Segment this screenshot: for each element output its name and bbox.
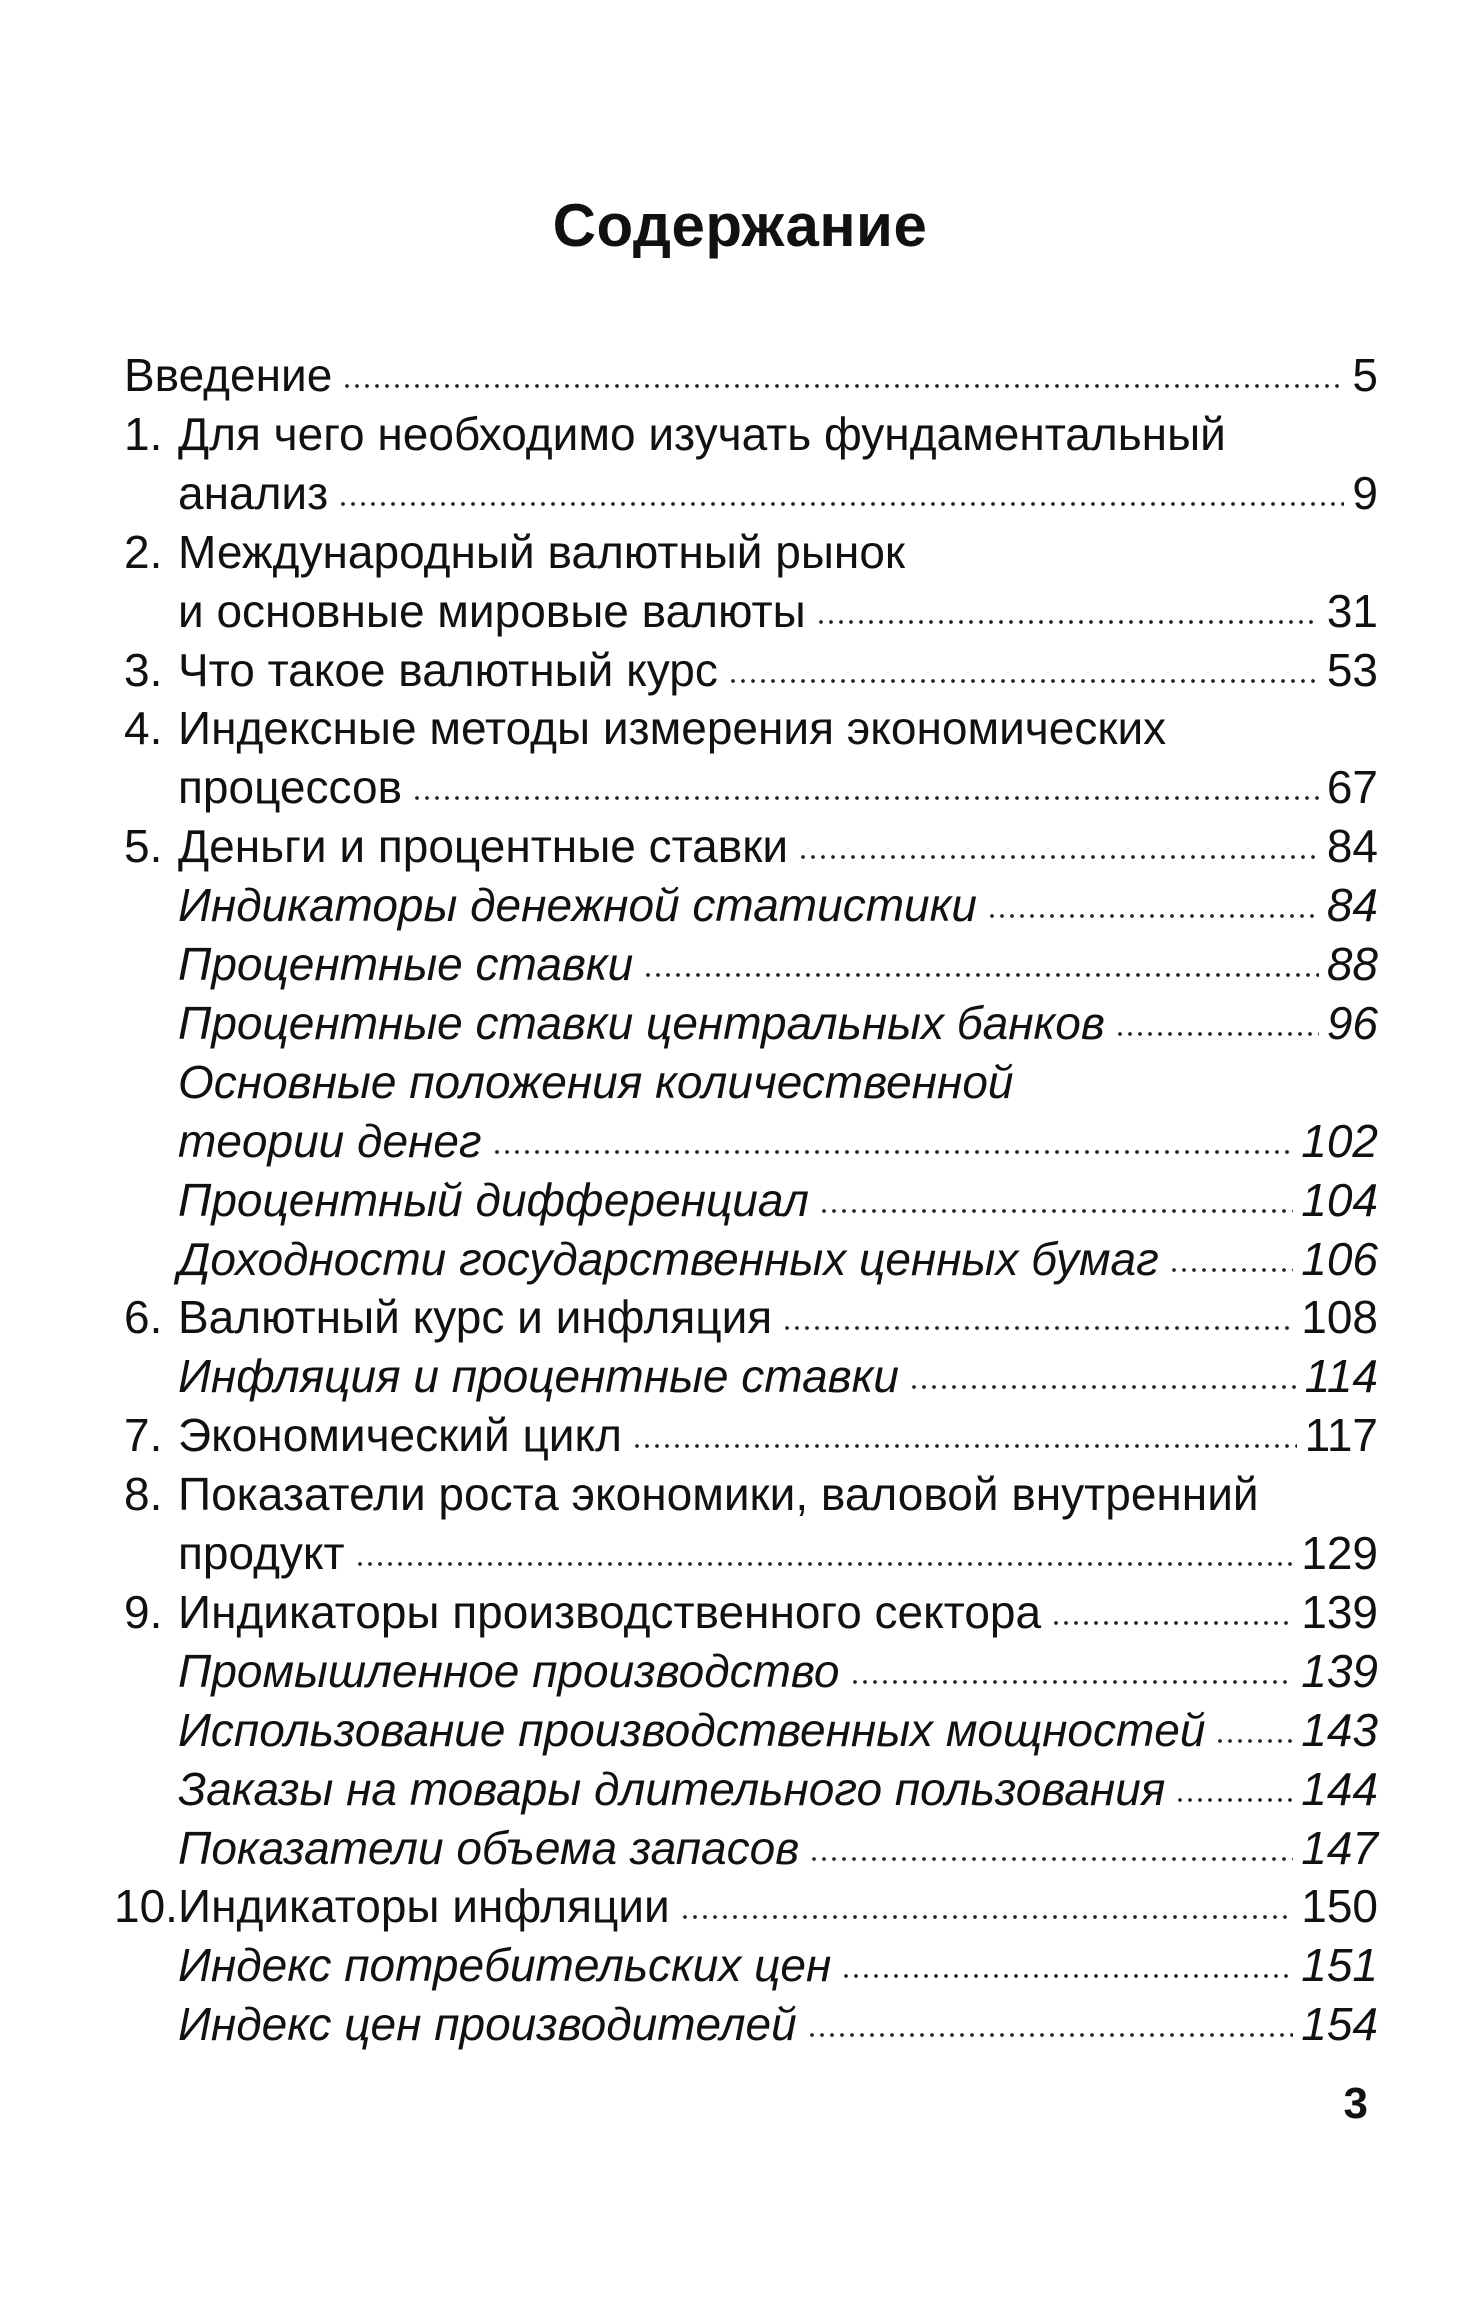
page-title: Содержание	[552, 192, 928, 259]
toc-entry-title: Доходности государственных ценных бумаг	[178, 1232, 1159, 1285]
toc-entry-page: 84	[1326, 820, 1378, 873]
toc-entry-number: 4.	[124, 702, 163, 755]
toc-dot-leader	[412, 794, 1319, 802]
toc-entry-title: Экономический цикл	[178, 1409, 622, 1462]
toc-entry-page: 154	[1301, 1998, 1378, 2051]
toc-entry-number: 8.	[124, 1468, 163, 1521]
toc-entry-page: 5	[1352, 349, 1378, 401]
toc-dot-leader	[1175, 1796, 1293, 1804]
toc-entry	[178, 1642, 1378, 1700]
toc-entry-page: 102	[1301, 1114, 1378, 1167]
toc-entry-title: Основные положения количественной	[178, 1055, 1014, 1108]
toc-entry-page: 104	[1301, 1173, 1378, 1226]
toc-entry	[124, 1288, 1378, 1346]
toc-entry	[124, 1406, 1378, 1464]
toc-entry	[178, 1524, 1378, 1582]
toc-dot-leader	[1169, 1266, 1293, 1274]
toc-entry-number: 3.	[124, 643, 163, 696]
toc-entry	[178, 994, 1378, 1052]
toc-dot-leader	[987, 912, 1319, 920]
toc-entry-title: Процентные ставки центральных банков	[178, 996, 1105, 1049]
toc-entry-page: 114	[1304, 1350, 1378, 1403]
toc-entry-page: 150	[1301, 1880, 1378, 1933]
toc-entry	[178, 1053, 1013, 1111]
toc-entry	[178, 1171, 1378, 1229]
toc-entry-title: Для чего необходимо изучать фундаментальный	[178, 407, 1226, 460]
toc-dot-leader	[1215, 1737, 1293, 1745]
toc-entry	[178, 758, 1378, 816]
toc-entry-page: 143	[1301, 1703, 1378, 1756]
toc-entry-page: 147	[1301, 1821, 1378, 1874]
toc-entry-page: 67	[1326, 761, 1378, 814]
toc-entry-page: 88	[1326, 938, 1378, 990]
toc-entry-title: продукт	[178, 1527, 345, 1579]
toc-entry-title: и основные мировые валюты	[178, 584, 806, 637]
toc-entry	[124, 641, 1378, 699]
toc-entry	[124, 405, 1226, 463]
toc-entry-title: Международный валютный рынок	[178, 525, 906, 578]
toc-entry	[114, 1877, 1378, 1935]
toc-entry-page: 96	[1326, 996, 1378, 1049]
toc-entry-number: 9.	[124, 1585, 163, 1638]
toc-entry	[178, 1995, 1378, 2053]
toc-entry	[178, 876, 1378, 934]
toc-entry	[178, 935, 1378, 993]
toc-entry	[124, 346, 1378, 404]
toc-entry-title: анализ	[178, 466, 329, 519]
toc-dot-leader	[632, 1442, 1297, 1450]
toc-dot-leader	[819, 1207, 1293, 1215]
toc-entry-title: Показатели объема запасов	[178, 1821, 800, 1874]
toc-entry	[124, 1465, 1259, 1523]
toc-entry	[178, 1347, 1378, 1405]
toc-entry-page: 84	[1326, 879, 1378, 932]
toc-dot-leader	[728, 677, 1319, 685]
toc-dot-leader	[1051, 1619, 1293, 1627]
toc-entry-page: 9	[1352, 466, 1378, 519]
toc-dot-leader	[850, 1678, 1294, 1686]
toc-entry-page: 139	[1301, 1585, 1378, 1638]
toc-entry	[124, 817, 1378, 875]
toc-entry-title: Процентный дифференциал	[178, 1173, 809, 1226]
toc-entry-page: 53	[1326, 643, 1378, 696]
toc-entry-title: Индекс потребительских цен	[178, 1939, 832, 1992]
toc-entry-number: 1.	[124, 407, 163, 460]
toc-entry-title: Валютный курс и инфляция	[178, 1291, 773, 1344]
toc-dot-leader	[643, 971, 1319, 979]
toc-entry-title: Индикаторы инфляции	[178, 1880, 670, 1933]
toc-dot-leader	[342, 382, 1344, 390]
toc-entry-number: 7.	[124, 1409, 163, 1462]
toc-entry-page: 129	[1301, 1527, 1378, 1579]
toc-entry-number: 5.	[124, 820, 163, 873]
toc-entry	[124, 699, 1166, 757]
toc-dot-leader	[909, 1383, 1297, 1391]
toc-entry-title: Индексные методы измерения экономических	[178, 702, 1167, 755]
toc-entry	[178, 1230, 1378, 1288]
toc-dot-leader	[807, 2031, 1294, 2039]
toc-entry	[124, 1583, 1378, 1641]
toc-entry	[124, 523, 905, 581]
toc-entry-title: Индикаторы денежной статистики	[178, 879, 977, 932]
toc-entry	[178, 1936, 1378, 1994]
toc-dot-leader	[798, 853, 1319, 861]
toc-entry	[178, 1112, 1378, 1170]
toc-entry-title: Инфляция и процентные ставки	[178, 1350, 899, 1403]
toc-entry-page: 31	[1326, 584, 1378, 637]
toc-entry	[178, 1760, 1378, 1818]
toc-entry-page: 144	[1301, 1762, 1378, 1815]
toc-entry-page: 106	[1301, 1232, 1378, 1285]
toc-entry-number: 6.	[124, 1291, 163, 1344]
toc-entry-page: 151	[1301, 1939, 1378, 1992]
toc-entry-title: Показатели роста экономики, валовой внутренний	[178, 1468, 1259, 1521]
toc-entry-title: Введение	[124, 349, 333, 401]
toc-dot-leader	[492, 1148, 1294, 1156]
toc-dot-leader	[809, 1855, 1293, 1863]
toc-entry-title: Индекс цен производителей	[178, 1998, 797, 2051]
toc-entry-page: 139	[1301, 1644, 1378, 1697]
toc-dot-leader	[338, 500, 1344, 508]
toc-entry-title: процессов	[178, 761, 403, 814]
toc-dot-leader	[782, 1324, 1293, 1332]
toc-entry-title: Деньги и процентные ставки	[178, 820, 789, 873]
toc-dot-leader	[680, 1913, 1294, 1921]
toc-entry	[178, 582, 1378, 640]
toc-entry-title: теории денег	[178, 1114, 482, 1167]
toc-entry-title: Процентные ставки	[178, 938, 634, 990]
toc-entry-title: Заказы на товары длительного пользования	[178, 1762, 1166, 1815]
toc-dot-leader	[841, 1972, 1293, 1980]
toc-entry-page: 108	[1301, 1291, 1378, 1344]
toc-entry-page: 117	[1304, 1409, 1378, 1462]
toc-dot-leader	[1115, 1030, 1319, 1038]
toc-entry-title: Промышленное производство	[178, 1644, 840, 1697]
toc-entry-title: Использование производственных мощностей	[178, 1703, 1206, 1756]
toc-entry	[178, 464, 1378, 522]
toc-entry-number: 10.	[114, 1880, 178, 1933]
toc-entry-title: Что такое валютный курс	[178, 643, 718, 696]
toc-entry-title: Индикаторы производственного сектора	[178, 1585, 1042, 1638]
toc-dot-leader	[355, 1560, 1294, 1568]
toc-entry	[178, 1819, 1378, 1877]
page-number: 3	[1343, 2079, 1368, 2128]
toc-entry	[178, 1701, 1378, 1759]
toc-entry-number: 2.	[124, 525, 163, 578]
toc-dot-leader	[816, 618, 1319, 626]
